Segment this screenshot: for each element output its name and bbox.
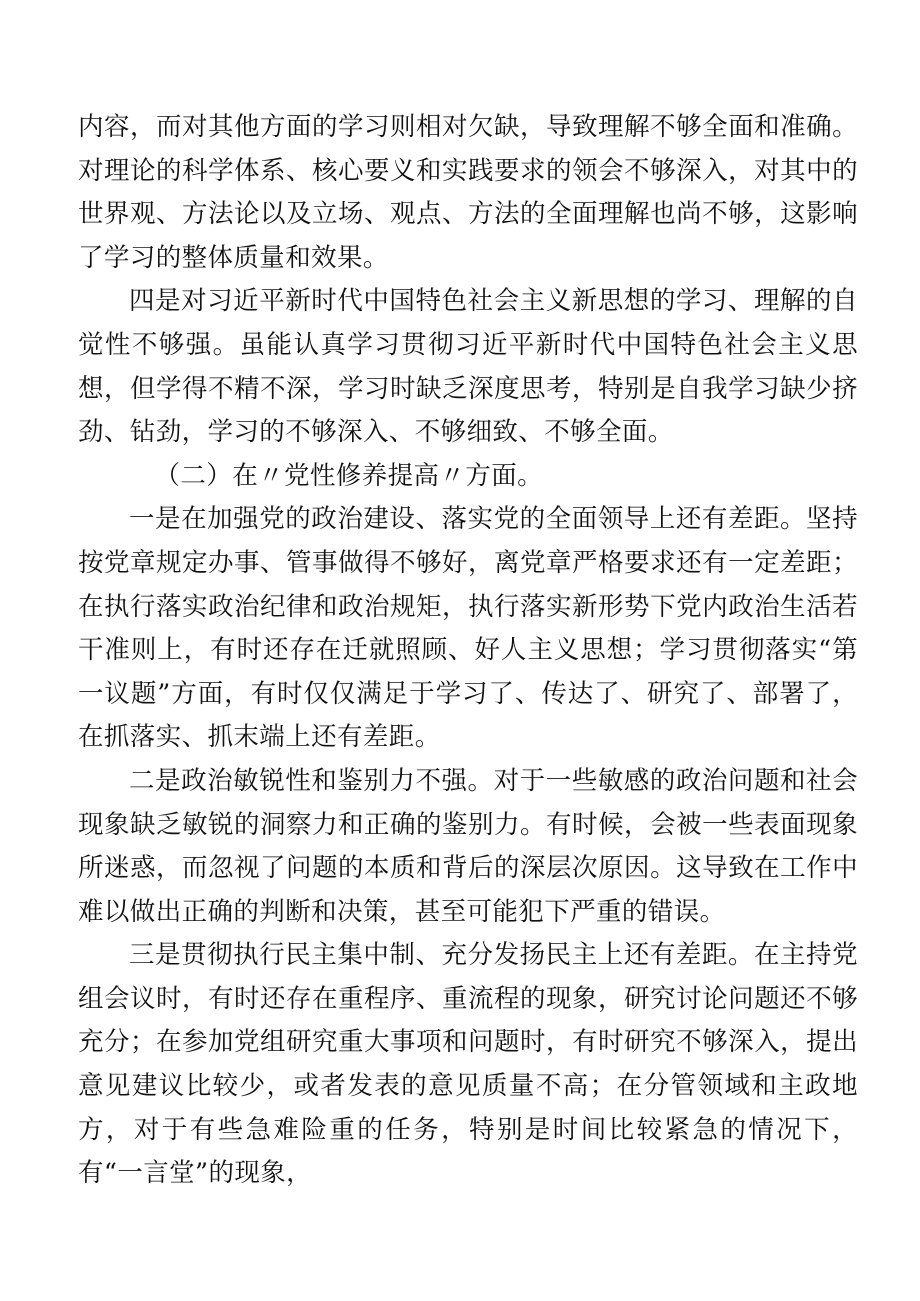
document-body — [78, 106, 858, 1196]
paragraph-point-two-political-sensitivity: 二是政治敏锐性和鉴别力不强。对于一些敏感的政治问题和社会现象缺乏敏锐的洞察力和正确的鉴别力。有时候，会被一些表面现象所迷惑，而忽视了问题的本质和背后的深层次原因。这导致在工作中难以做出正确的判断和决策，甚至可能犯下严重的错误。 — [78, 765, 858, 927]
paragraph-continuation: 内容，而对其他方面的学习则相对欠缺，导致理解不够全面和准确。对理论的科学体系、核心要义和实践要求的领会不够深入，对其中的世界观、方法论以及立场、观点、方法的全面理解也尚不够，这影响了学习的整体质量和效果。 — [78, 112, 858, 273]
section-heading-party-spirit: （二）在〃党性修养提高〃方面。 — [154, 460, 544, 491]
paragraph-point-four-study: 四是对习近平新时代中国特色社会主义新思想的学习、理解的自觉性不够强。虽能认真学习贯彻习近平新时代中国特色社会主义思想，但学得不精不深，学习时缺乏深度思考，特别是自我学习缺少挤劲、钻劲，学习的不够深入、不够细致、不够全面。 — [78, 286, 858, 448]
paragraph-point-three-democratic-centralism: 三是贯彻执行民主集中制、充分发扬民主上还有差距。在主持党组会议时，有时还存在重程序、重流程的现象，研究讨论问题还不够充分；在参加党组研究重大事项和问题时，有时研究不够深入，提出意见建议比较少，或者发表的意见质量不高；在分管领域和主政地方，对于有些急难险重的任务，特别是时间比较紧急的情况下，有“一言堂”的现象， — [78, 940, 858, 1189]
paragraph-point-one-political-building: 一是在加强党的政治建设、落实党的全面领导上还有差距。坚持按党章规定办事、管事做得不够好，离党章严格要求还有一定差距；在执行落实政治纪律和政治规矩，执行落实新形势下党内政治生活若干准则上，有时还存在迁就照顾、好人主义思想；学习贯彻落实“第一议题”方面，有时仅仅满足于学习了、传达了、研究了、部署了，在抓落实、抓末端上还有差距。 — [78, 504, 858, 753]
